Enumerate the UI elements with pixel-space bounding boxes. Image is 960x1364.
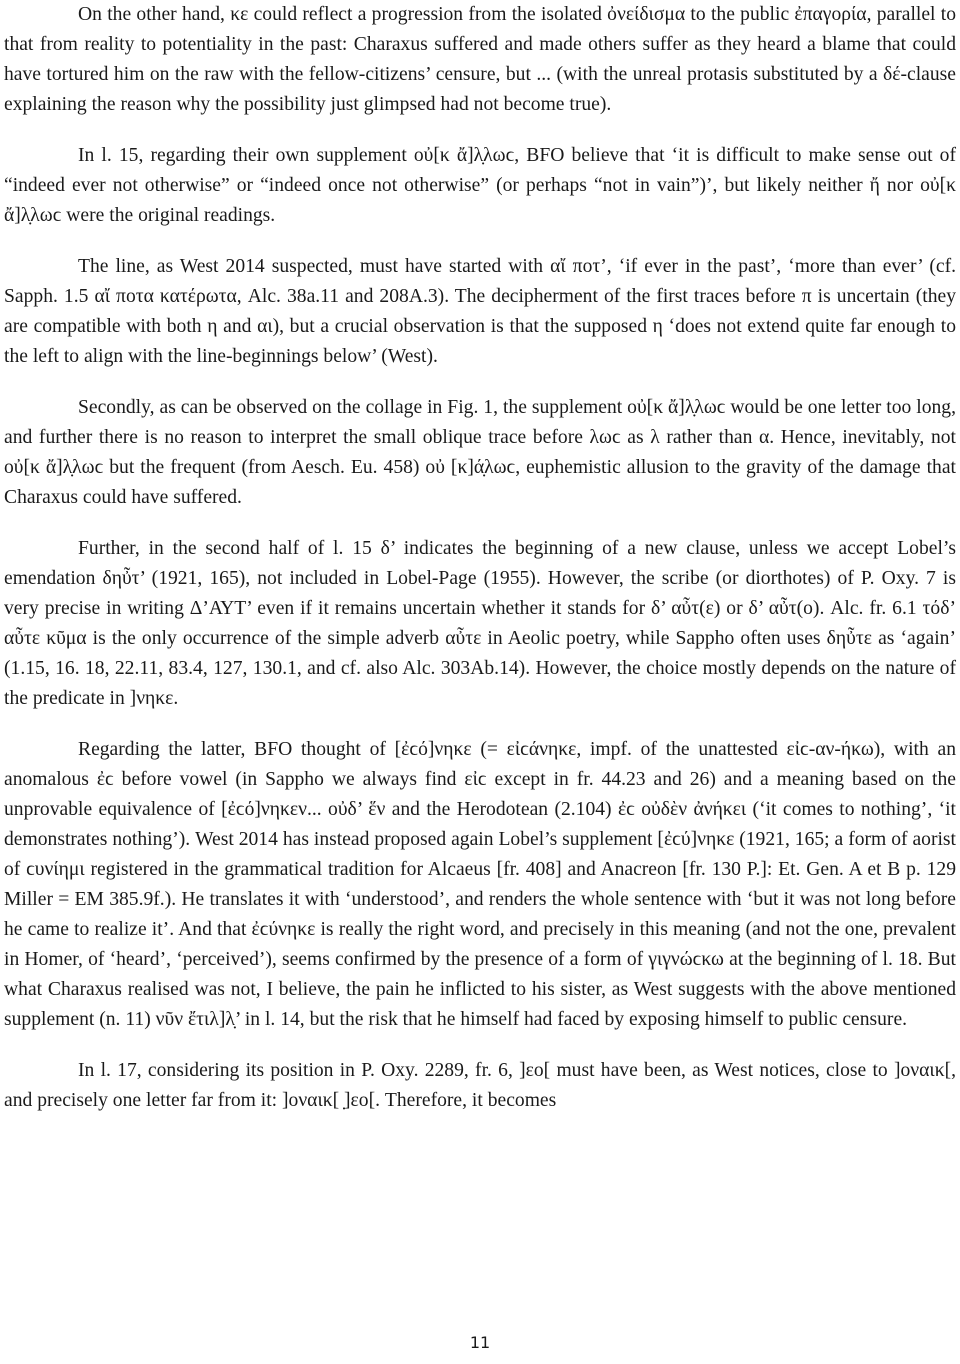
paragraph: In l. 15, regarding their own supplement οὐ[κ ἄ]λ̣λωϲ, BFO believe that ‘it is difficult to make sense out of “indeed ever not otherwise” or “indeed once not otherwise” (or perhaps “not in vain”)’, but likely neither ἤ nor οὐ[κ ἄ]λ̣λωϲ were the original readings. xyxy=(4,145,956,226)
paragraph: In l. 17, considering its position in P. Oxy. 2289, fr. 6, ]εο[ must have been, as West notices, close to ]οναικ[, and precisely one letter far from it: ]οναικ[ ̣]εο[. Therefore, it becomes xyxy=(4,1060,956,1111)
paragraph: Regarding the latter, BFO thought of [ἐϲό]νηκε (= εἰϲάνηκε, impf. of the unattested εἰϲ-αν-ήκω), with an anomalous ἐϲ before vowel (in Sappho we always find εἰϲ except in fr. 44.23 and 26) and a meaning based on the unprovable equivalence of [ἐϲό]νηκεν... οὐδ’ ἕν and the Herodotean (2.104) ἐϲ οὐδὲν ἀνήκει (‘it comes to nothing’, ‘it demonstrates nothing’). West 2014 has instead proposed again Lobel’s supplement [ἐϲύ]νηκε (1921, 165; a form of aorist of ϲυνίημι registered in the grammatical tradition for Alcaeus [fr. 408] and Anacreon [fr. 130 P.]: Et. Gen. A et B p. 129 Miller = EM 385.9f.). He translates it with ‘understood’, and renders the whole sentence with ‘but it was not long before he came to realize it’. And that ἐϲύνηκε is really the right word, and precisely in this meaning (and not the one, prevalent in Homer, of ‘heard’, ‘perceived’), seems confirmed by the presence of a form of γιγνώϲκω at the beginning of l. 18. But what Charaxus realised was not, I believe, the pain he inflicted to his sister, as West suggests with the above mentioned supplement (n. 11) νῦν ἔτιλ]λ̣’ in l. 14, but the risk that he himself had faced by exposing himself to public censure. xyxy=(4,739,956,1030)
page-number: 11 xyxy=(469,1333,491,1352)
paragraph: Further, in the second half of l. 15 δ’ indicates the beginning of a new clause, unless we accept Lobel’s emendation δηὖτ’ (1921, 165), not included in Lobel-Page (1955). However, the scribe (or diorthotes) of P. Oxy. 7 is very precise in writing Δ’ΑΥΤ’ even if it remains uncertain whether it stands for δ’ αὖτ(ε) or δ’ αὖτ(ο). Alc. fr. 6.1 τόδ’ αὖτε κῦμα is the only occurrence of the simple adverb αὖτε in Aeolic poetry, while Sappho often uses δηὖτε as ‘again’ (1.15, 16. 18, 22.11, 83.4, 127, 130.1, and cf. also Alc. 303Ab.14). However, the choice mostly depends on the nature of the predicate in ]νηκε. xyxy=(4,538,956,709)
paragraph: The line, as West 2014 suspected, must have started with αἴ ποτ’, ‘if ever in the past’, ‘more than ever’ (cf. Sapph. 1.5 αἴ ποτα κατέρωτα, Alc. 38a.11 and 208A.3). The decipherment of the first traces before π is uncertain (they are compatible with both η and αι), but a crucial observation is that the supposed η ‘does not extend quite far enough to the left to align with the line-beginnings below’ (West). xyxy=(4,256,956,367)
paragraph: On the other hand, κε could reflect a progression from the isolated ὀνείδισμα to the public ἐπαγορία, parallel to that from reality to potentiality in the past: Charaxus suffered and made others suffer as they heard a blame that could have tortured him on the raw with the fellow-citizens’ censure, but ... (with the unreal protasis substituted by a δέ-clause explaining the reason why the possibility just glimpsed had not become true). xyxy=(4,4,956,115)
paragraph: Secondly, as can be observed on the collage in Fig. 1, the supplement οὐ[κ ἄ]λ̣λωϲ would be one letter too long, and further there is no reason to interpret the small oblique trace before λωϲ as λ rather than α. Hence, inevitably, not οὐ[κ ἄ]λ̣λωϲ but the frequent (from Aesch. Eu. 458) οὐ [κ]ά̣λωϲ, euphemistic allusion to the gravity of the damage that Charaxus could have suffered. xyxy=(4,397,956,508)
page-body xyxy=(4,0,956,1116)
